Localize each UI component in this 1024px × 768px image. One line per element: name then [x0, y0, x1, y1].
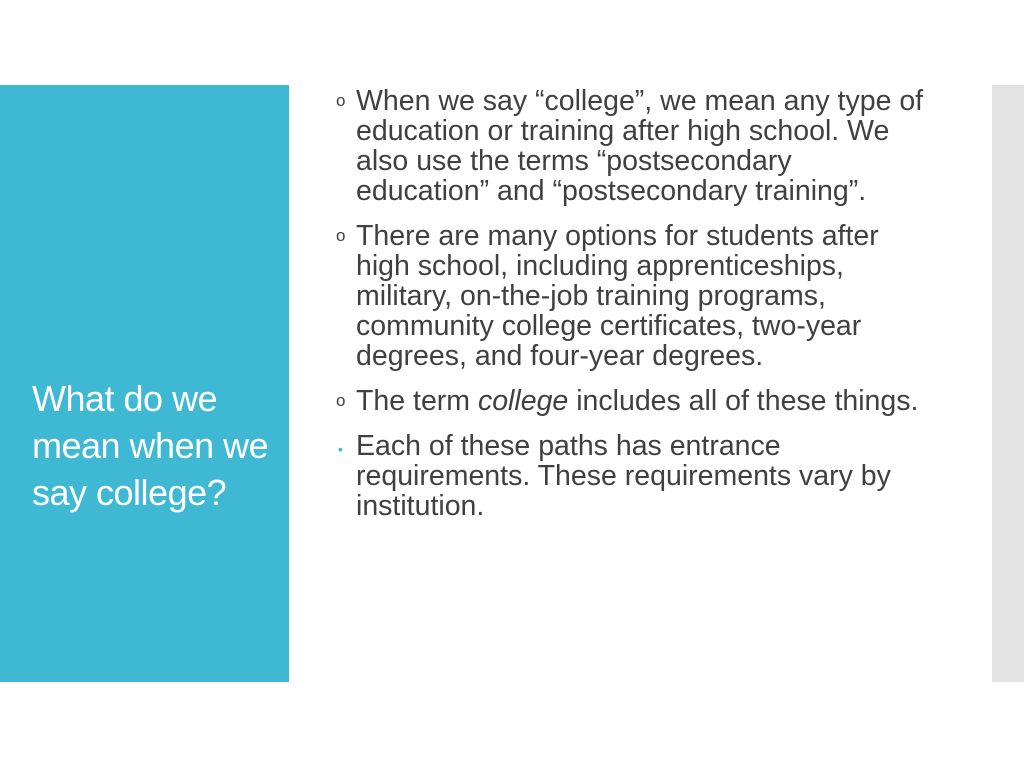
title-panel	[0, 85, 289, 682]
bullet-text: When we say “college”, we mean any type of education or training after high school. We also use the terms “postsecondary education” and “postsecondary training”.	[356, 85, 924, 207]
bullet-text: There are many options for students after high school, including apprenticeships, military, on-the-job training programs, community college certificates, two-year degrees, and four-year degrees.	[356, 220, 879, 372]
bullet-item	[336, 86, 926, 206]
bullet-text	[356, 386, 926, 416]
bullet-item	[336, 431, 926, 521]
slide-title: What do we mean when we say college?	[32, 378, 269, 513]
hollow-circle-bullet-icon: o	[336, 391, 346, 410]
bullet-text-part: includes all of these things.	[568, 385, 919, 417]
side-decoration-strip	[992, 85, 1024, 682]
bullet-item	[336, 221, 926, 371]
hollow-circle-bullet-icon: o	[336, 226, 346, 245]
hollow-circle-bullet-icon: o	[336, 91, 346, 110]
dot-bullet-icon: •	[338, 441, 343, 457]
bullet-item	[336, 386, 926, 416]
bullet-list	[336, 86, 926, 536]
emphasized-term: college	[477, 385, 569, 417]
bullet-text: Each of these paths has entrance requirements. These requirements vary by institution.	[356, 430, 891, 522]
bullet-text-part: The term	[356, 385, 478, 417]
